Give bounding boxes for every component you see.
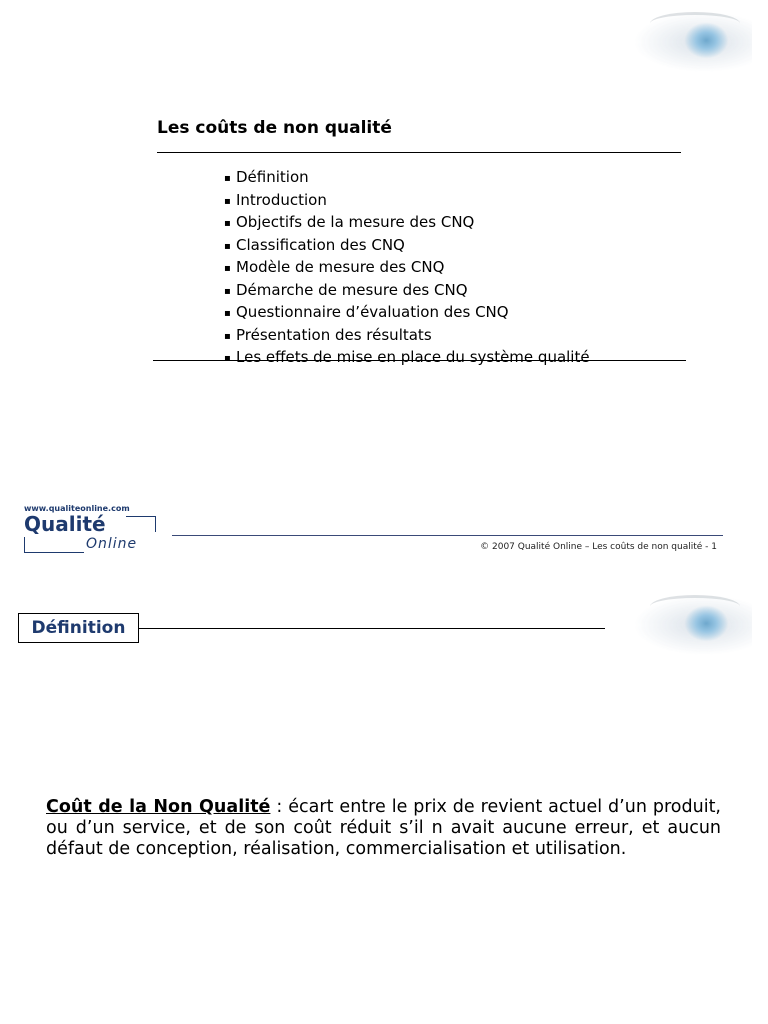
definition-text: : écart entre le prix de revient actuel d’un produit, ou d’un service, et de son coût réduit s’il n avait aucune erreur, et aucun défaut de conception, réalisation, commercialisation et utilisation.	[46, 797, 721, 859]
definition-paragraph	[46, 797, 721, 860]
definition-term: Coût de la Non Qualité	[46, 797, 271, 817]
title-rule	[157, 152, 681, 153]
toc-item: ▪ Introduction	[224, 190, 590, 213]
slide-title: Les coûts de non qualité	[157, 118, 392, 138]
logo-line	[24, 552, 84, 553]
logo-line	[24, 537, 25, 553]
toc-item: ▪ Les effets de mise en place du système qualité	[224, 347, 590, 370]
toc-item: ▪ Modèle de mesure des CNQ	[224, 257, 590, 280]
bullet-icon: ▪	[224, 330, 231, 342]
toc-item: ▪ Objectifs de la mesure des CNQ	[224, 212, 590, 235]
qualite-online-logo	[22, 504, 162, 556]
section-label-box: Définition	[18, 613, 139, 643]
logo-url: www.qualiteonline.com	[24, 504, 130, 513]
logo-line	[155, 516, 156, 532]
bullet-icon: ▪	[224, 218, 231, 229]
toc-item: ▪ Classification des CNQ	[224, 235, 590, 258]
logo-word-qualite: Qualité	[24, 512, 106, 536]
toc-item: ▪ Démarche de mesure des CNQ	[224, 280, 590, 303]
bullet-icon: ▪	[224, 285, 231, 297]
eye-decoration-image	[632, 2, 752, 82]
bullet-icon: ▪	[224, 240, 231, 252]
bullet-icon: ▪	[224, 353, 231, 364]
eye-decoration-image	[632, 585, 752, 665]
table-of-contents	[224, 167, 590, 370]
bullet-icon: ▪	[224, 308, 231, 319]
bullet-icon: ▪	[224, 195, 231, 207]
logo-word-online: Online	[86, 536, 138, 552]
section-rule	[139, 628, 605, 629]
toc-bottom-rule	[153, 360, 686, 361]
bullet-icon: ▪	[224, 263, 231, 274]
toc-item: ▪ Présentation des résultats	[224, 325, 590, 348]
bullet-icon: ▪	[224, 173, 231, 184]
footer-rule	[172, 535, 723, 536]
toc-item: ▪ Questionnaire d’évaluation des CNQ	[224, 302, 590, 325]
toc-item: ▪ Définition	[224, 167, 590, 190]
logo-line	[126, 516, 156, 517]
footer-copyright: © 2007 Qualité Online – Les coûts de non qualité - 1	[480, 542, 717, 552]
